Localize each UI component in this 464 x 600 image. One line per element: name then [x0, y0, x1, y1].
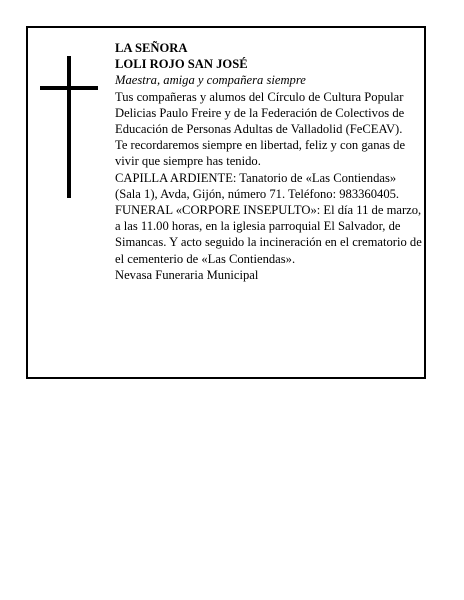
subtitle: Maestra, amiga y compañera siempre — [115, 73, 306, 88]
notice-text — [115, 40, 423, 283]
cross-vertical-bar — [67, 56, 71, 198]
funeral-home: Nevasa Funeraria Municipal — [115, 267, 259, 282]
funeral-paragraph: FUNERAL «CORPORE INSEPULTO»: El día 11 de marzo, a las 11.00 horas, en la iglesia parroquial El Salvador, de Simancas. Y acto seguido la incineración en el crematorio de el cementerio de «Las Contiendas». — [115, 203, 422, 266]
remembrance-paragraph: Te recordaremos siempre en libertad, feliz y con ganas de vivir que siempre has tenido. — [115, 138, 406, 169]
cross-icon — [40, 56, 100, 198]
mourners-paragraph: Tus compañeras y alumos del Círculo de Cultura Popular Delicias Paulo Freire y de la Federación de Colectivos de Educación de Personas Adultas de Valladolid (FeCEAV). — [115, 89, 405, 137]
title-line-1: LA SEÑORA — [115, 41, 188, 55]
chapel-paragraph: CAPILLA ARDIENTE: Tanatorio de «Las Contiendas» (Sala 1), Avda, Gijón, número 71. Teléfono: 983360405. — [115, 170, 400, 201]
obituary-notice — [26, 26, 426, 379]
deceased-name: LOLI ROJO SAN JOSÉ — [115, 57, 248, 72]
cross-horizontal-bar — [40, 86, 98, 90]
